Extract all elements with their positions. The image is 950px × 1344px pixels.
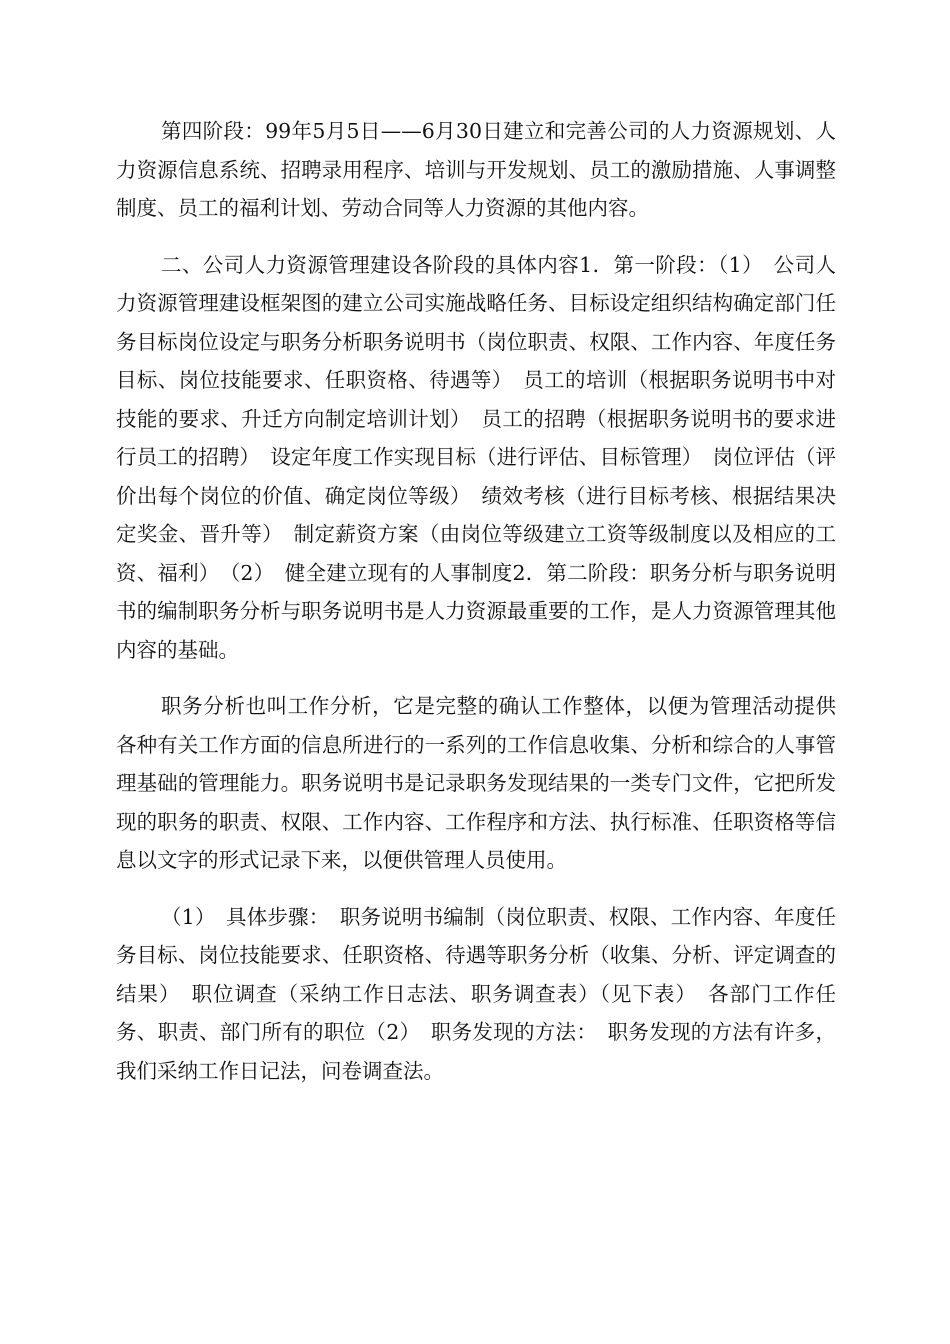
- paragraph-stage-four: 第四阶段：99年5月5日——6月30日建立和完善公司的人力资源规划、人力资源信息系统、招聘录用程序、培训与开发规划、员工的激励措施、人事调整制度、员工的福利计划、劳动合同等人力资源的其他内容。: [116, 119, 836, 220]
- document-page: [116, 112, 836, 1090]
- paragraph-job-analysis: 职务分析也叫工作分析，它是完整的确认工作整体，以便为管理活动提供各种有关工作方面的信息所进行的一系列的工作信息收集、分析和综合的人事管理基础的管理能力。职务说明书是记录职务发现结果的一类专门文件，它把所发现的职务的职责、权限、工作内容、工作程序和方法、执行标准、任职资格等信息以文字的形式记录下来，以便供管理人员使用。: [116, 694, 836, 872]
- paragraph-steps: （1） 具体步骤： 职务说明书编制（岗位职责、权限、工作内容、年度任务目标、岗位技能要求、任职资格、待遇等职务分析（收集、分析、评定调查的结果） 职位调查（采纳工作日志法、职务调查表）（见下表） 各部门工作任务、职责、部门所有的职位（2） 职务发现的方法： 职务发现的方法有许多，我们采纳工作日记法，问卷调查法。: [116, 904, 836, 1083]
- paragraph-stage-contents: 二、公司人力资源管理建设各阶段的具体内容1．第一阶段：（1） 公司人力资源管理建设框架图的建立公司实施战略任务、目标设定组织结构确定部门任务目标岗位设定与职务分析职务说明书（岗位职责、权限、工作内容、年度任务目标、岗位技能要求、任职资格、待遇等） 员工的培训（根据职务说明书中对技能的要求、升迁方向制定培训计划） 员工的招聘（根据职务说明书的要求进行员工的招聘） 设定年度工作实现目标（进行评估、目标管理） 岗位评估（评价出每个岗位的价值、确定岗位等级） 绩效考核（进行目标考核、根据结果决定奖金、晋升等） 制定薪资方案（由岗位等级建立工资等级制度以及相应的工资、福利） （2） 健全建立现有的人事制度2．第二阶段：职务分析与职务说明书的编制职务分析与职务说明书是人力资源最重要的工作，是人力资源管理其他内容的基础。: [116, 252, 836, 662]
